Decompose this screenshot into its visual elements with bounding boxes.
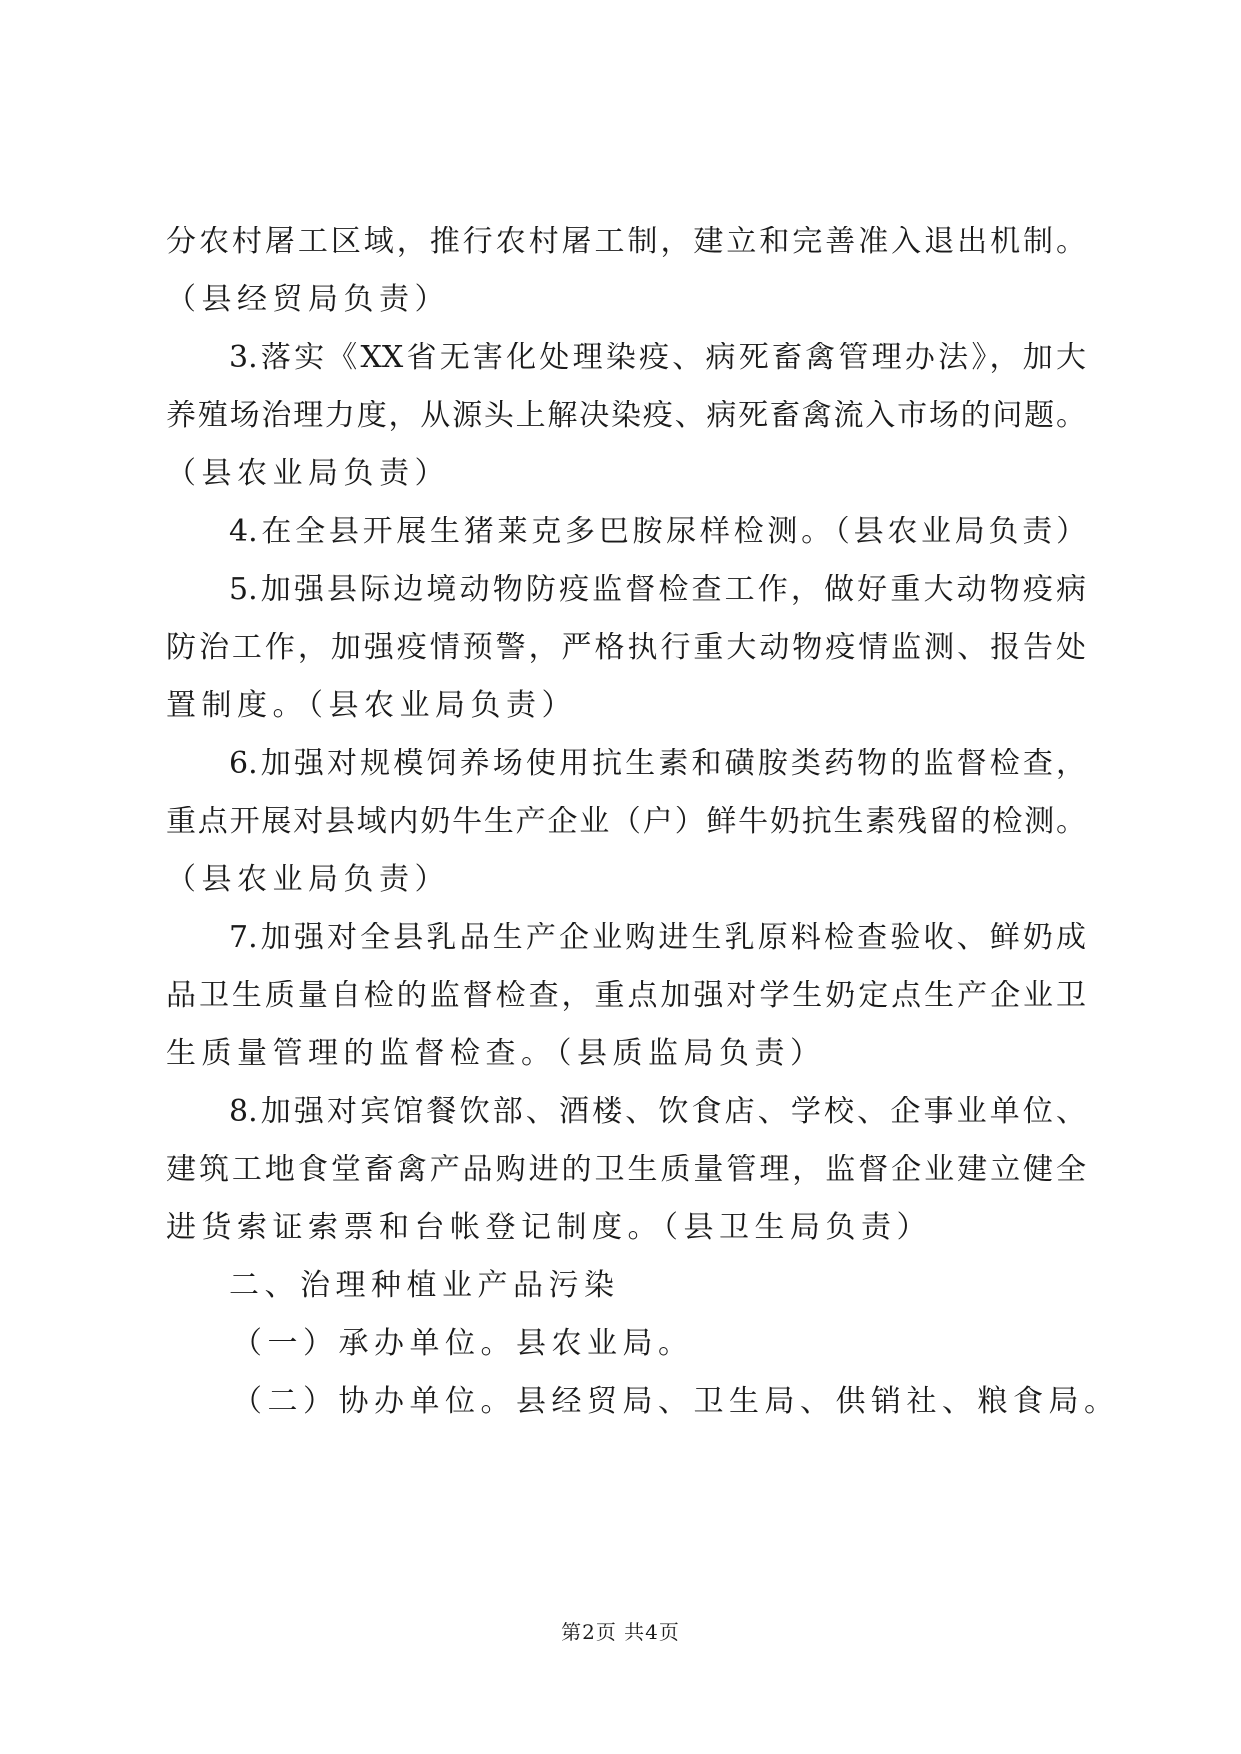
paragraph-line: 3.落实《XX省无害化处理染疫、病死畜禽管理办法》，加大 — [229, 342, 1086, 374]
paragraph-line: （县农业局负责） — [166, 456, 450, 491]
paragraph-line: 8.加强对宾馆餐饮部、酒楼、饮食店、学校、企事业单位、 — [229, 1096, 1086, 1128]
paragraph-line: 建筑工地食堂畜禽产品购进的卫生质量管理，监督企业建立健全 — [166, 1154, 1086, 1186]
paragraph-line: 生质量管理的监督检查。（县质监局负责） — [166, 1036, 826, 1071]
paragraph-line: （县农业局负责） — [166, 862, 450, 897]
paragraph-line: （县经贸局负责） — [166, 282, 450, 317]
paragraph-line: 4.在全县开展生猪莱克多巴胺尿样检测。（县农业局负责） — [229, 516, 1086, 548]
paragraph-line: 品卫生质量自检的监督检查，重点加强对学生奶定点生产企业卫 — [166, 980, 1086, 1012]
document-body — [166, 226, 1120, 1444]
paragraph-line: 进货索证索票和台帐登记制度。（县卫生局负责） — [166, 1210, 932, 1245]
paragraph-line: 重点开展对县域内奶牛生产企业（户）鲜牛奶抗生素残留的检测。 — [166, 806, 1086, 838]
paragraph-line: （一）承办单位。县农业局。 — [232, 1326, 694, 1361]
paragraph-line: 5.加强县际边境动物防疫监督检查工作，做好重大动物疫病 — [229, 574, 1086, 606]
paragraph-line: 防治工作，加强疫情预警，严格执行重大动物疫情监测、报告处 — [166, 632, 1086, 664]
paragraph-line: 6.加强对规模饲养场使用抗生素和磺胺类药物的监督检查， — [229, 748, 1086, 780]
page-number-footer: 第2页 共4页 — [561, 1620, 680, 1644]
paragraph-line: 养殖场治理力度，从源头上解决染疫、病死畜禽流入市场的问题。 — [166, 400, 1086, 432]
paragraph-line: 7.加强对全县乳品生产企业购进生乳原料检查验收、鲜奶成 — [229, 922, 1086, 954]
section-heading: 二、治理种植业产品污染 — [229, 1268, 620, 1303]
paragraph-line: 置制度。（县农业局负责） — [166, 688, 577, 723]
paragraph-line: （二）协办单位。县经贸局、卫生局、供销社、粮食局。 — [232, 1384, 1120, 1419]
paragraph-line: 分农村屠工区域，推行农村屠工制，建立和完善准入退出机制。 — [166, 226, 1086, 258]
